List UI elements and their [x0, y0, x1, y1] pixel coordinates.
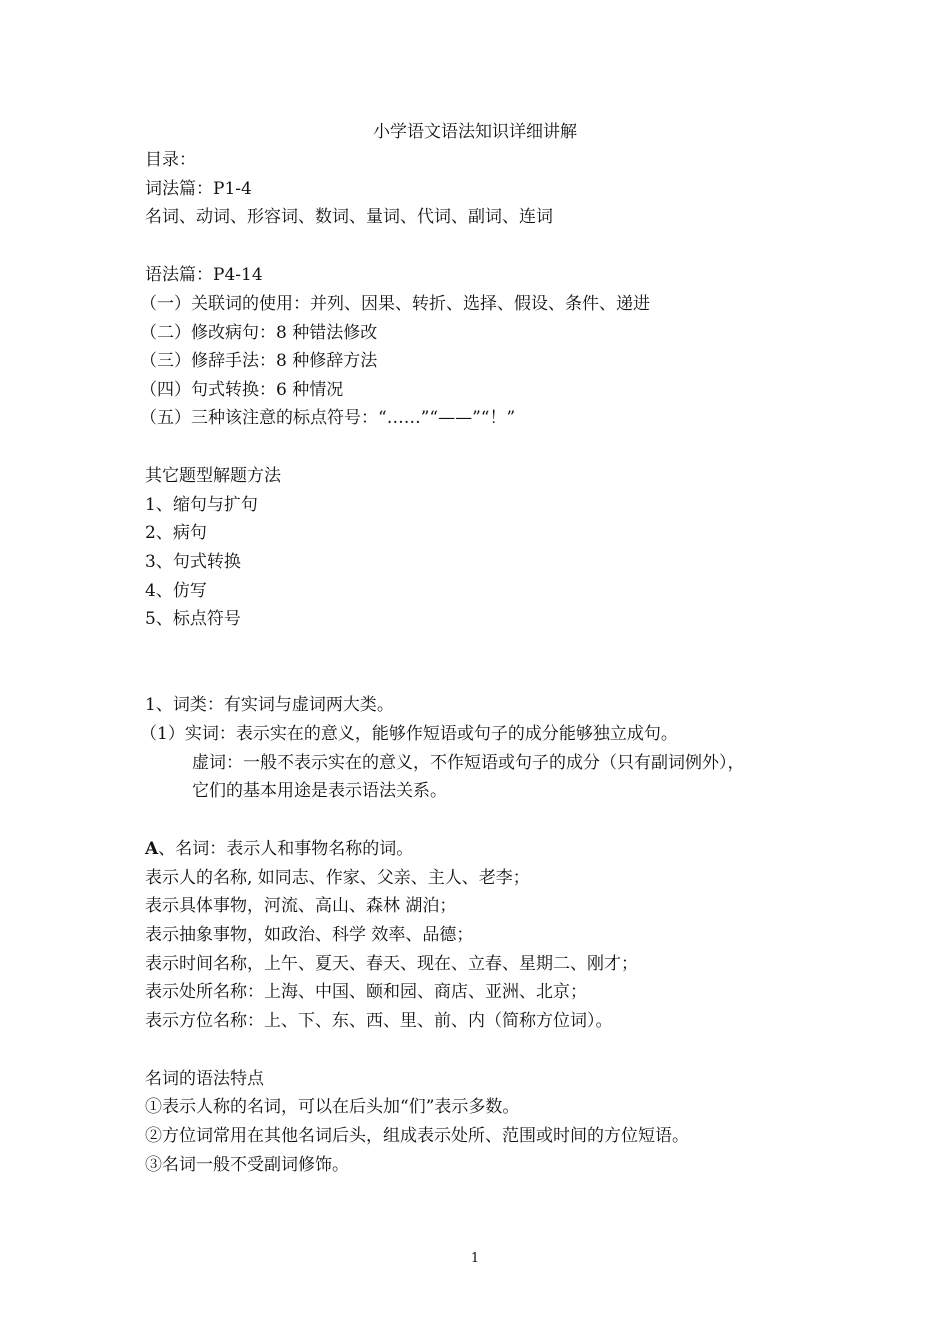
lexical-heading: 词法篇：P1-4 — [145, 179, 252, 199]
function-word-definition-cont: 它们的基本用途是表示语法关系。 — [192, 781, 447, 801]
page-number: 1 — [470, 1251, 480, 1266]
noun-example: 表示具体事物，河流、高山、森林 湖泊； — [145, 896, 457, 916]
grammar-item: （四）句式转换：6 种情况 — [140, 380, 344, 400]
other-item: 5、标点符号 — [145, 609, 241, 629]
noun-example: 表示抽象事物，如政治、科学 效率、品德； — [145, 925, 474, 945]
content-word-definition: （1）实词：表示实在的意义，能够作短语或句子的成分能够独立成句。 — [140, 724, 678, 744]
other-item: 1、缩句与扩句 — [145, 495, 258, 515]
noun-heading — [145, 835, 413, 863]
other-item: 4、仿写 — [145, 581, 207, 601]
grammar-item: （三）修辞手法：8 种修辞方法 — [140, 351, 378, 371]
noun-example: 表示人的名称, 如同志、作家、父亲、主人、老李； — [145, 868, 530, 888]
other-item: 2、病句 — [145, 523, 207, 543]
noun-feature: ①表示人称的名词，可以在后头加“们”表示多数。 — [145, 1097, 520, 1117]
noun-heading-text: 、名词：表示人和事物名称的词。 — [158, 839, 414, 859]
toc-label: 目录： — [145, 150, 196, 170]
noun-heading-letter: A — [145, 839, 159, 859]
other-heading: 其它题型解题方法 — [145, 466, 281, 486]
noun-feature: ③名词一般不受副词修饰。 — [145, 1155, 349, 1175]
document-title: 小学语文语法知识详细讲解 — [373, 122, 577, 142]
noun-example: 表示处所名称：上海、中国、颐和园、商店、亚洲、北京； — [145, 982, 587, 1002]
grammar-item: （二）修改病句：8 种错法修改 — [140, 323, 378, 343]
noun-example: 表示时间名称，上午、夏天、春天、现在、立春、星期二、刚才； — [145, 954, 638, 974]
noun-features-heading: 名词的语法特点 — [145, 1069, 264, 1089]
word-class-intro: 1、词类：有实词与虚词两大类。 — [145, 695, 394, 715]
other-item: 3、句式转换 — [145, 552, 241, 572]
grammar-heading: 语法篇：P4-14 — [145, 265, 263, 285]
grammar-item: （一）关联词的使用：并列、因果、转折、选择、假设、条件、递进 — [140, 294, 650, 314]
lexical-items: 名词、动词、形容词、数词、量词、代词、副词、连词 — [145, 207, 553, 227]
noun-feature: ②方位词常用在其他名词后头，组成表示处所、范围或时间的方位短语。 — [145, 1126, 689, 1146]
function-word-definition: 虚词：一般不表示实在的意义，不作短语或句子的成分（只有副词例外）， — [192, 753, 745, 773]
grammar-item: （五）三种该注意的标点符号：“……”“——”“！” — [140, 408, 516, 428]
noun-example: 表示方位名称：上、下、东、西、里、前、内（简称方位词）。 — [145, 1011, 613, 1031]
